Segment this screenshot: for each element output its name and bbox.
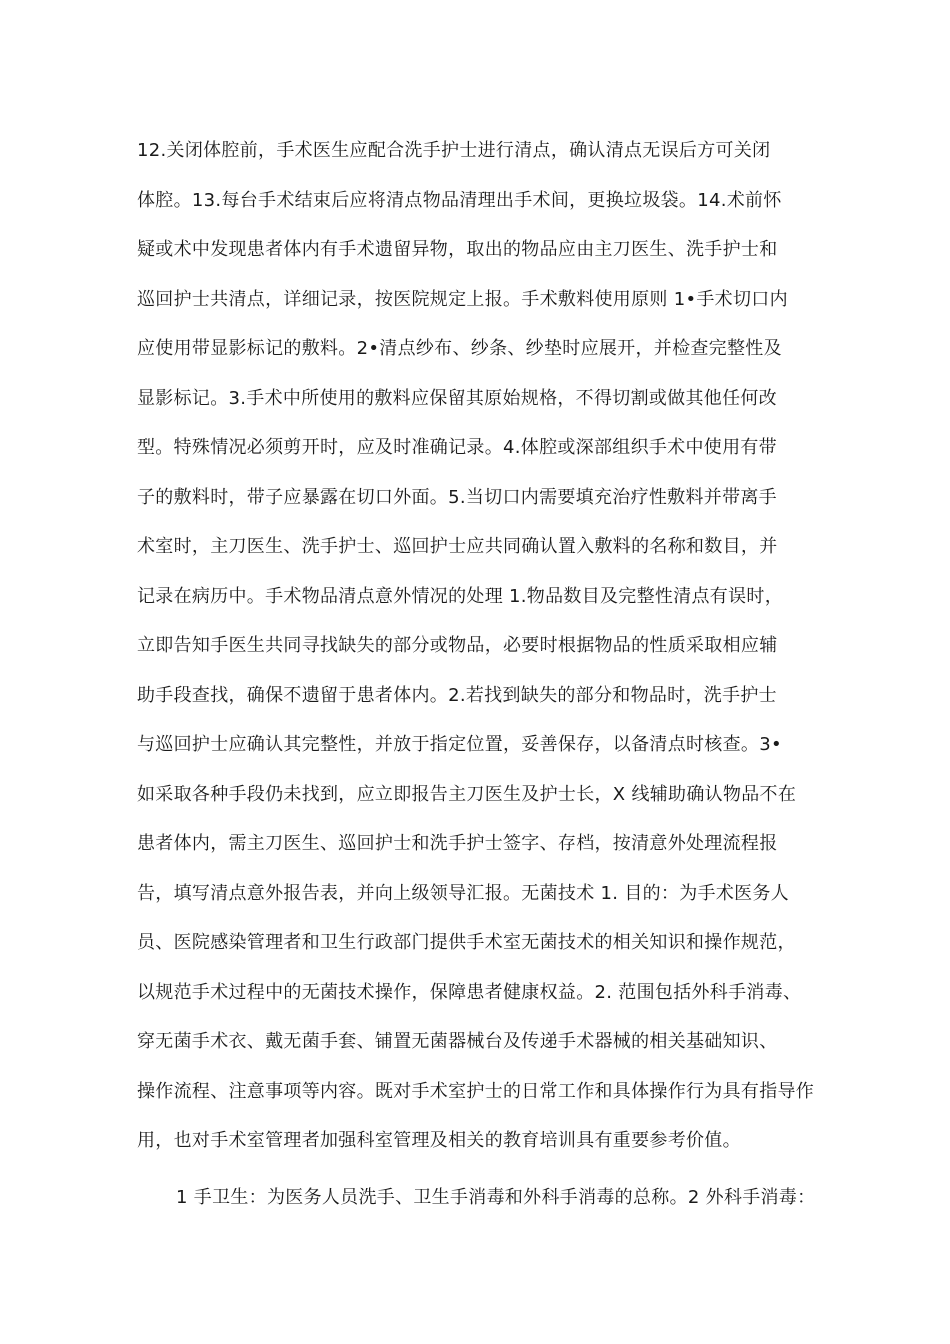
text-line: 与巡回护士应确认其完整性，并放于指定位置，妥善保存，以备清点时核查。3• [137, 734, 782, 755]
text-line: 助手段查找，确保不遗留于患者体内。2.若找到缺失的部分和物品时，洗手护士 [137, 684, 777, 706]
text-line: 体腔。13.每台手术结束后应将清点物品清理出手术间，更换垃圾袋。14.术前怀 [137, 189, 782, 211]
text-line: 巡回护士共清点，详细记录，按医院规定上报。手术敷料使用原则 1•手术切口内 [137, 288, 788, 310]
text-line: 如采取各种手段仍未找到，应立即报告主刀医生及护士长，X 线辅助确认物品不在 [137, 783, 797, 805]
text-line: 患者体内，需主刀医生、巡回护士和洗手护士签字、存档，按清意外处理流程报 [137, 833, 778, 854]
text-line: 立即告知手医生共同寻找缺失的部分或物品，必要时根据物品的性质采取相应辅 [137, 635, 778, 656]
text-line: 告，填写清点意外报告表，并向上级领导汇报。无菌技术 1. 目的：为手术医务人 [137, 882, 790, 904]
text-line: 显影标记。3.手术中所使用的敷料应保留其原始规格，不得切割或做其他任何改 [137, 387, 777, 409]
text-line: 以规范手术过程中的无菌技术操作，保障患者健康权益。2. 范围包括外科手消毒、 [137, 981, 802, 1003]
text-line: 术室时，主刀医生、洗手护士、巡回护士应共同确认置入敷料的名称和数目，并 [137, 536, 778, 557]
text-line: 操作流程、注意事项等内容。既对手术室护士的日常工作和具体操作行为具有指导作 [137, 1080, 815, 1102]
text-line: 用，也对手术室管理者加强科室管理及相关的教育培训具有重要参考价值。 [137, 1130, 741, 1151]
text-line: 疑或术中发现患者体内有手术遗留异物，取出的物品应由主刀医生、洗手护士和 [137, 239, 778, 260]
text-line: 12.关闭体腔前，手术医生应配合洗手护士进行清点，确认清点无误后方可关闭 [137, 140, 771, 161]
text-line: 型。特殊情况必须剪开时，应及时准确记录。4.体腔或深部组织手术中使用有带 [137, 437, 777, 458]
text-line: 穿无菌手术衣、戴无菌手套、铺置无菌器械台及传递手术器械的相关基础知识、 [137, 1031, 778, 1052]
text-line: 记录在病历中。手术物品清点意外情况的处理 1.物品数目及完整性清点有误时， [137, 585, 783, 607]
text-line: 子的敷料时，带子应暴露在切口外面。5.当切口内需要填充治疗性敷料并带离手 [137, 486, 777, 508]
text-line: 应使用带显影标记的敷料。2•清点纱布、纱条、纱垫时应展开，并检查完整性及 [137, 338, 782, 359]
text-line: 员、医院感染管理者和卫生行政部门提供手术室无菌技术的相关知识和操作规范， [137, 932, 796, 953]
body-paragraph [137, 126, 827, 1166]
indented-paragraph: 1 手卫生：为医务人员洗手、卫生手消毒和外科手消毒的总称。2 外科手消毒： [176, 1187, 816, 1208]
